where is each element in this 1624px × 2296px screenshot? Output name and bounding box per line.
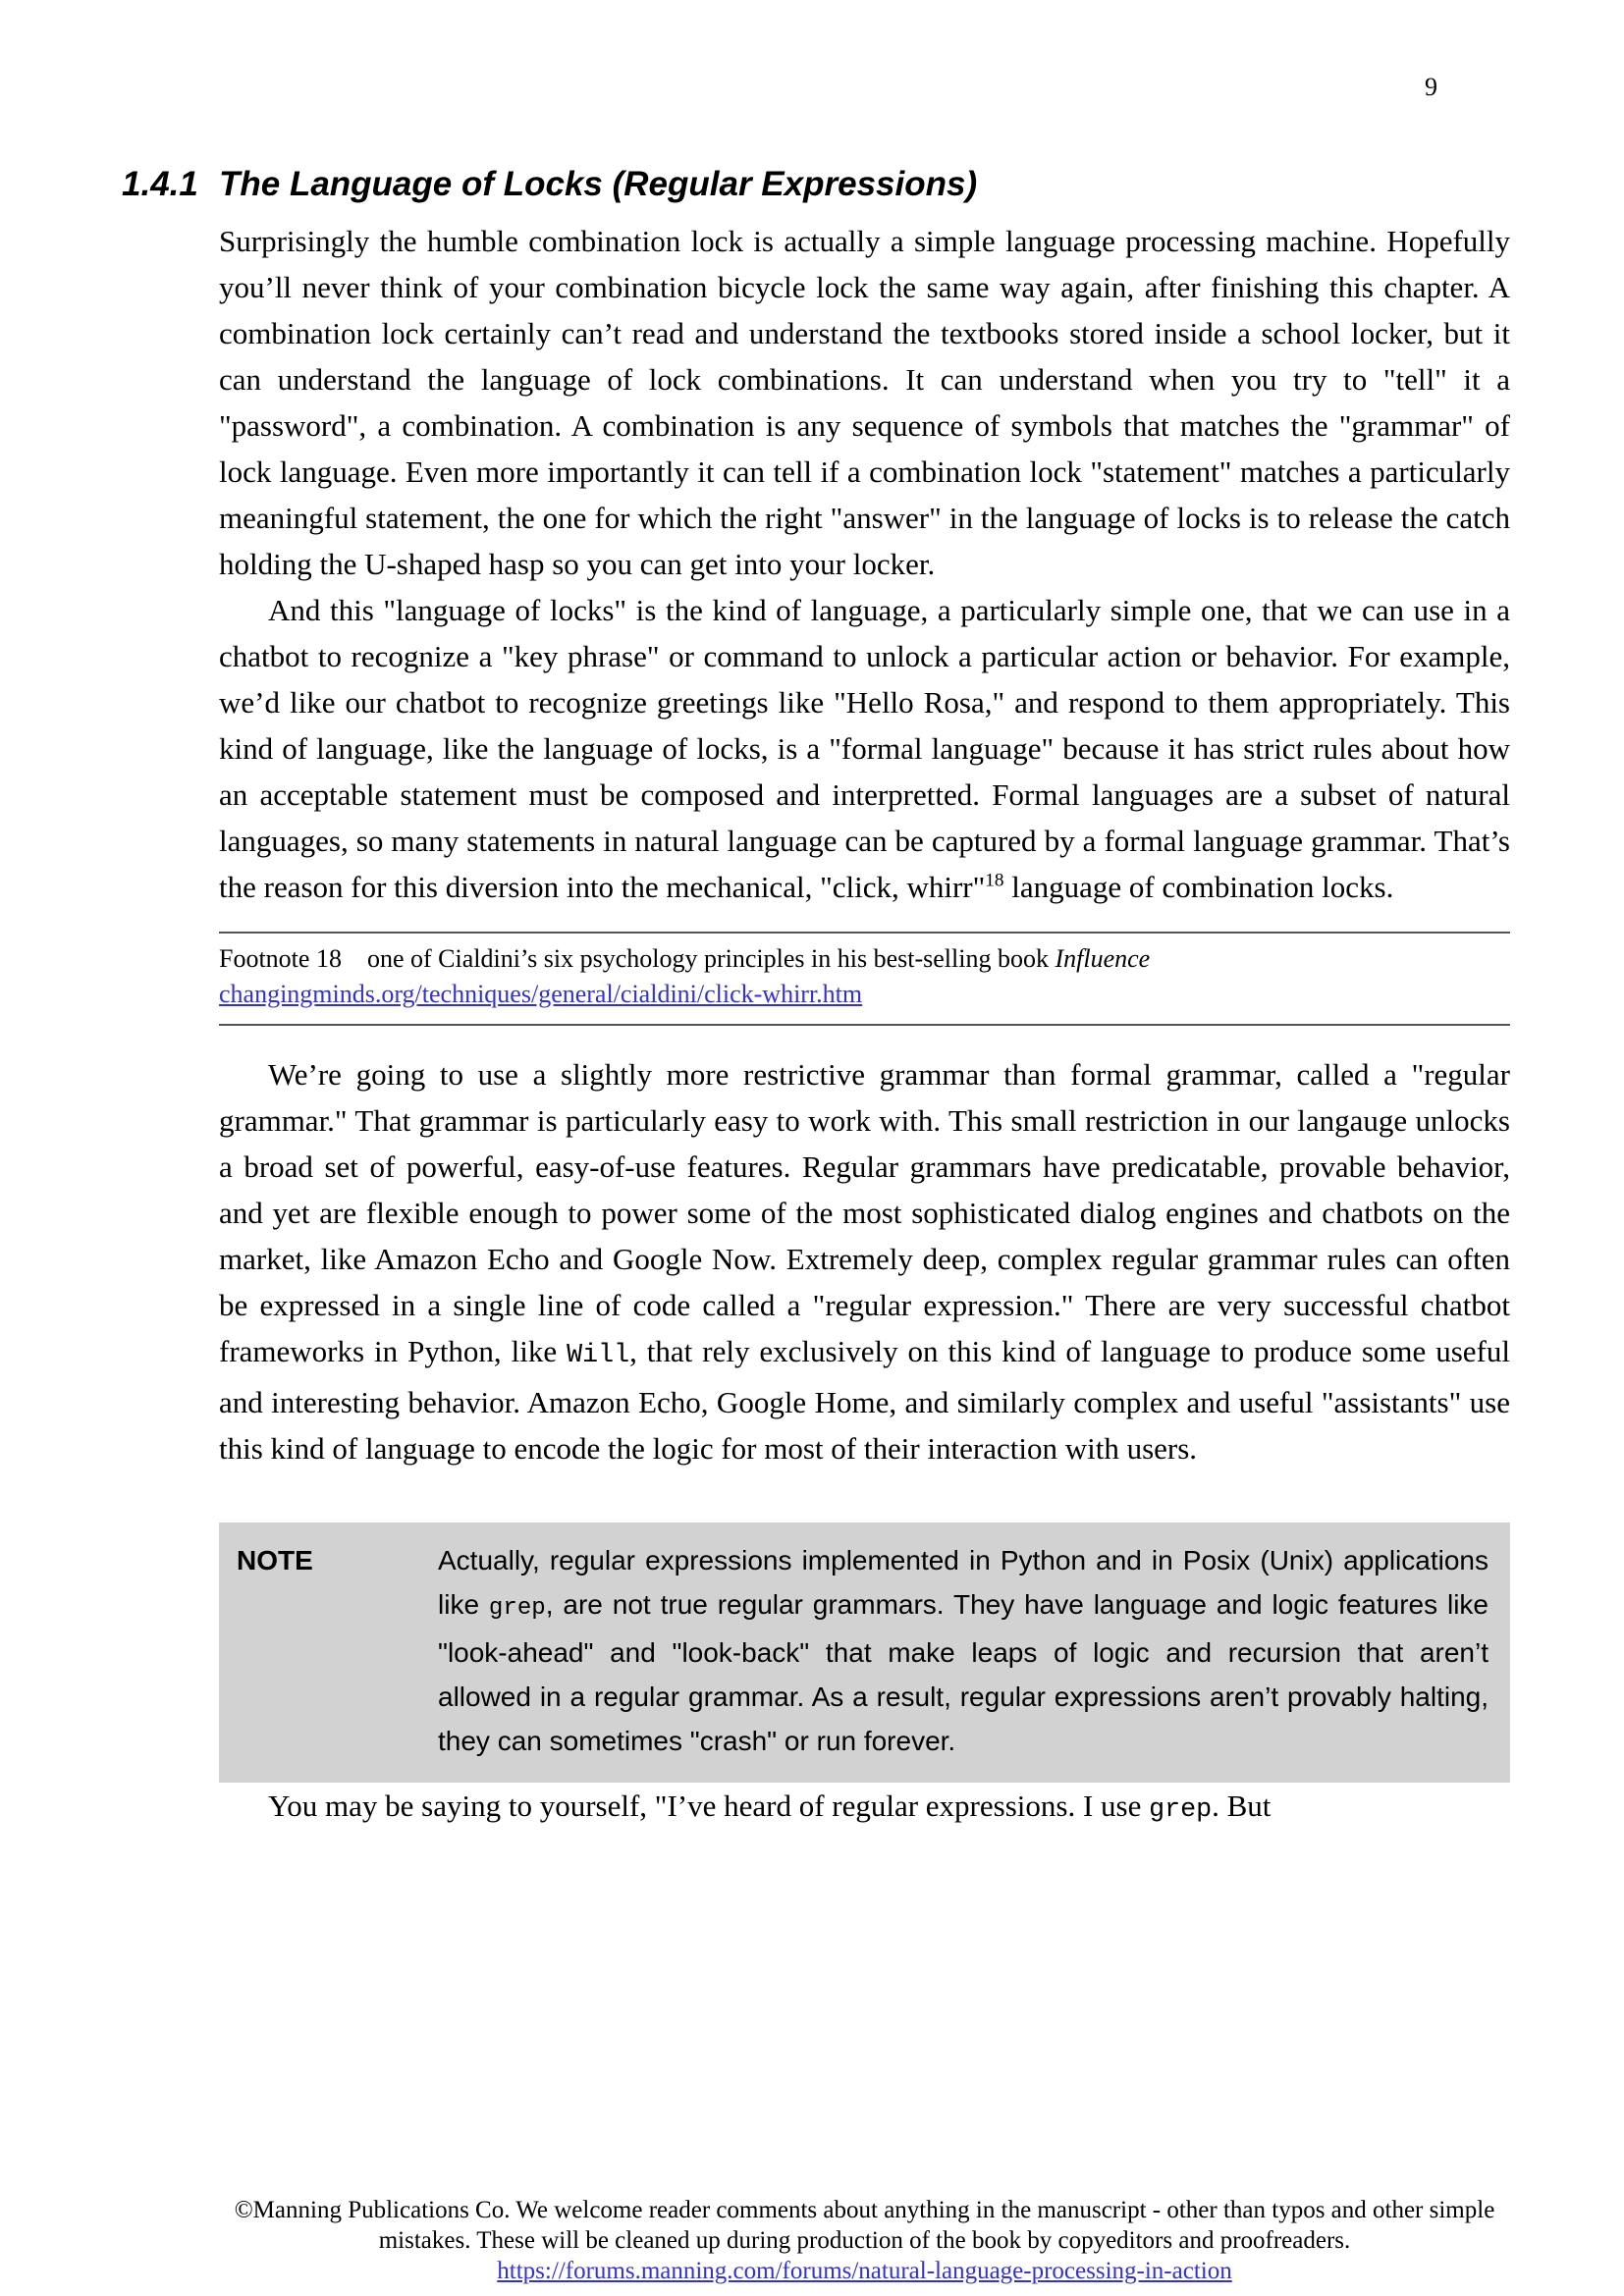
footnote-text: one of Cialdini’s six psychology principles in his best-selling book (366, 944, 1056, 973)
footer-link[interactable]: https://forums.manning.com/forums/natural-language-processing-in-action (497, 2258, 1232, 2284)
note-text-start: Actually, regular expressions implemented in Python and in Posix (Unix) applications like (438, 1545, 1489, 1620)
page-footer (219, 2195, 1510, 2286)
paragraph-2-text: And this "language of locks" is the kind of language, a particularly simple one, that we can use in a chatbot to recognize a "key phrase" or command to unlock a particular action or behavior. For example, we’d like our chatbot to recognize greetings like "Hello Rosa," and respond to them appropriately. This kind of language, like the language of locks, is a "formal language" because it has strict rules about how an acceptable statement must be composed and interpretted. Formal languages are a subset of natural languages, so many statements in natural language can be captured by a formal language grammar. That’s the reason for this diversion into the mechanical, "click, whirr" (219, 593, 1510, 904)
inline-code-grep-2: grep (1149, 1795, 1213, 1825)
page-number: 9 (1425, 73, 1437, 101)
note-box (219, 1522, 1510, 1783)
footnote-ref-18: 18 (985, 870, 1004, 891)
paragraph-3 (219, 1051, 1510, 1471)
paragraph-4 (219, 1783, 1510, 1834)
inline-code-grep: grep (488, 1595, 546, 1622)
inline-code-will: Will (567, 1341, 630, 1370)
paragraph-2-text-end: language of combination locks. (1003, 870, 1394, 904)
paragraph-4-text: You may be saying to yourself, "I’ve heard of regular expressions. I use (268, 1789, 1150, 1823)
footnote-block (219, 932, 1510, 1026)
note-label: NOTE (237, 1545, 313, 1575)
note-text (438, 1538, 1489, 1763)
paragraph-4-text-end: . But (1212, 1789, 1272, 1823)
footnote-label: Footnote 18 (219, 944, 342, 973)
page-content (122, 165, 1510, 1834)
paragraph-1: Surprisingly the humble combination lock is actually a simple language processing machine. Hopefully you’ll never think of your combination bicycle lock the same way again, after finishing this chapter. A combination lock certainly can’t read and understand the textbooks stored inside a school locker, but it can understand the language of lock combinations. It can understand when you try to "tell" it a "password", a combination. A combination is any sequence of symbols that matches the "grammar" of lock language. Even more importantly it can tell if a combination lock "statement" matches a particularly meaningful statement, the one for which the right "answer" in the language of locks is to release the catch holding the U-shaped hasp so you can get into your locker. (219, 224, 1510, 581)
paragraph-3-text: We’re going to use a slightly more restrictive grammar than formal grammar, called a "regular grammar." That grammar is particularly easy to work with. This small restriction in our langauge unlocks a broad set of powerful, easy-of-use features. Regular grammars have predicatable, provable behavior, and yet are flexible enough to power some of the most sophisticated dialog engines and chatbots on the market, like Amazon Echo and Google Now. Extremely deep, complex regular grammar rules can often be expressed in a single line of code called a "regular expression." There are very successful chatbot frameworks in Python, like (219, 1057, 1510, 1368)
paragraph-2 (219, 587, 1510, 910)
footnote-book-title: Influence (1055, 944, 1151, 973)
footnote-line (219, 941, 1510, 977)
footnote-link[interactable]: changingminds.org/techniques/general/cialdini/click-whirr.htm (219, 980, 863, 1008)
footer-text: ©Manning Publications Co. We welcome reader comments about anything in the manuscript - other than typos and other simple mistakes. These will be cleaned up during production of the book by copyeditors and proofreaders. (234, 2197, 1495, 2254)
section-title: The Language of Locks (Regular Expressions) (219, 165, 978, 203)
note-text-end: , are not true regular grammars. They have language and logic features like "look-ahead" and "look-back" that make leaps of logic and recursion that aren’t allowed in a regular grammar. As a result, regular expressions aren’t provably halting, they can sometimes "crash" or run forever. (438, 1589, 1489, 1756)
section-number: 1.4.1 (122, 165, 198, 203)
section-heading (122, 165, 1510, 204)
paragraph-3-text-end: , that rely exclusively on this kind of language to produce some useful and interesting behavior. Amazon Echo, Google Home, and similarly complex and useful "assistants" use this kind of language to encode the logic for most of their interaction with users. (219, 1334, 1510, 1466)
